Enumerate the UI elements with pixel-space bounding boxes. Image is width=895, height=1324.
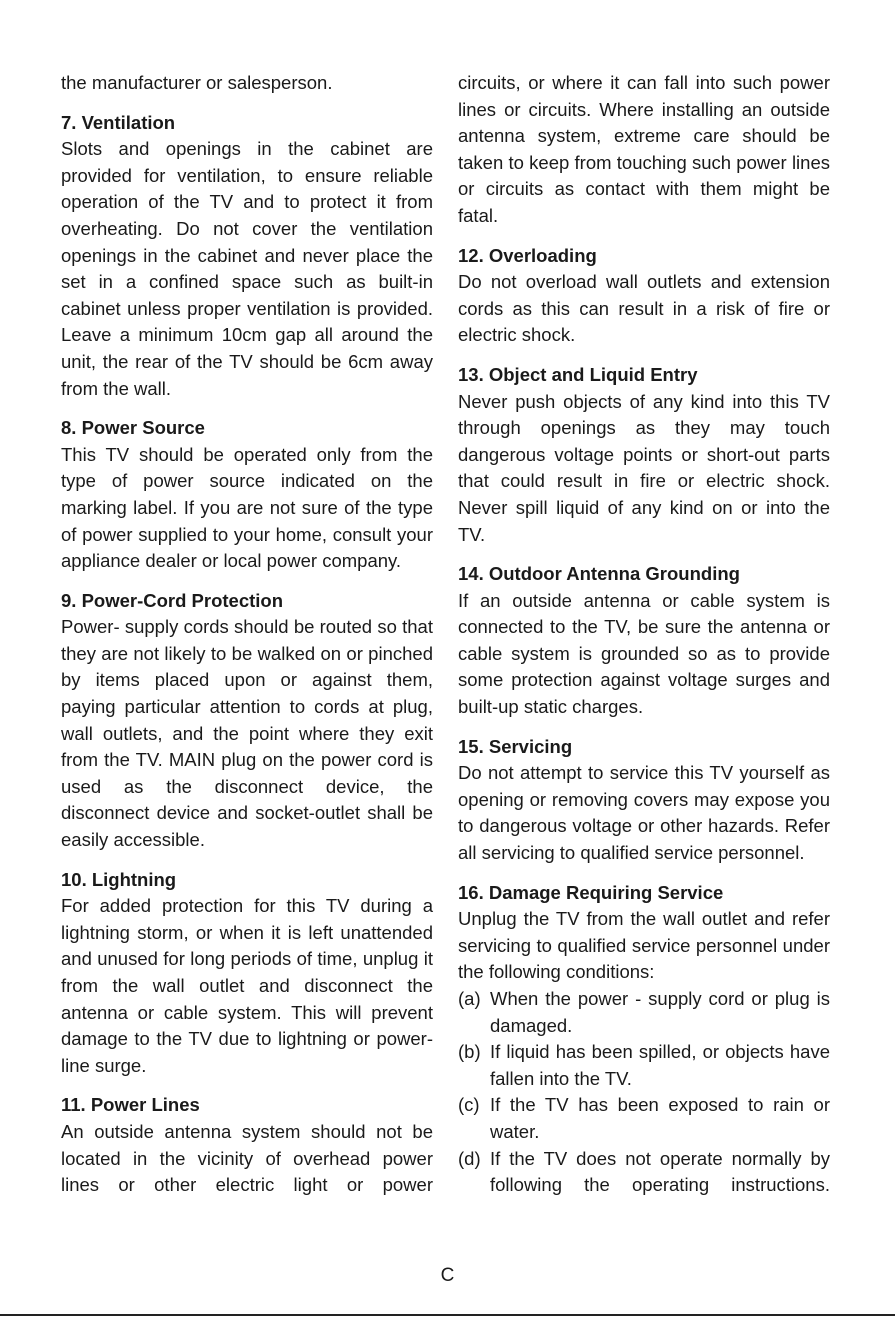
list-item [458,986,830,1039]
right-column [458,70,830,1199]
section-body-damage-requiring-service: Unplug the TV from the wall outlet and refer servicing to qualified service personnel under the following conditions: [458,908,830,983]
list-item-marker: (d) [458,1147,481,1169]
section-heading-power-lines: 11. Power Lines [61,1094,200,1116]
list-item [458,1039,830,1092]
bottom-rule [0,1314,895,1316]
section-heading-power-source: 8. Power Source [61,417,205,439]
section-body-power-lines: An outside antenna system should not be located in the vicinity of overhead power lines or other electric light or power [61,1120,433,1196]
section-body-ventilation: Slots and openings in the cabinet are provided for ventilation, to ensure reliable operation of the TV and to protect it from overheating. Do not cover the ventilation openings in the cabinet and never place the set in a confined space such as built-in cabinet unless proper ventilation is provided. Leave a minimum 10cm gap all around the unit, the rear of the TV should be 6cm away from the wall. [61,138,433,399]
list-item-text: If liquid has been spilled, or objects have fallen into the TV. [490,1041,830,1089]
page-number: C [440,1265,455,1286]
left-column [61,70,433,1199]
list-item-text: When the power - supply cord or plug is damaged. [490,988,830,1036]
section-body-power-cord-protection: Power- supply cords should be routed so that they are not likely to be walked on or pinched by items placed upon or against them, paying particular attention to cords at plug, wall outlets, and the point where they exit from the TV. MAIN plug on the power cord is used as the disconnect device, the disconnect device and socket-outlet shall be easily accessible. [61,616,433,851]
intro-text: the manufacturer or salesperson. [61,72,333,93]
section-heading-servicing: 15. Servicing [458,735,573,757]
section-heading-overloading: 12. Overloading [458,244,597,266]
section-heading-damage-requiring-service: 16. Damage Requiring Service [458,881,724,903]
section-body-lightning: For added protection for this TV during a lightning storm, or when it is left unattended and unused for long periods of time, unplug it from the wall outlet and disconnect the antenna or cable system. This will prevent damage to the TV due to lightning or power-line surge. [61,895,433,1076]
list-item-marker: (a) [458,988,481,1009]
section-heading-power-cord-protection: 9. Power-Cord Protection [61,589,284,611]
section-body-servicing: Do not attempt to service this TV yourself as opening or removing covers may expose you to dangerous voltage or other hazards. Refer all servicing to qualified service personnel. [458,762,830,864]
continuation-text: circuits, or where it can fall into such power lines or circuits. Where installing an outside antenna system, extreme care should be taken to keep from touching such power lines or circuits as contact with them might be fatal. [458,72,830,226]
section-heading-object-liquid-entry: 13. Object and Liquid Entry [458,363,698,385]
list-item-marker: (c) [458,1094,480,1116]
list-item-marker: (b) [458,1041,481,1063]
section-body-overloading: Do not overload wall outlets and extension cords as this can result in a risk of fire or electric shock. [458,271,830,346]
list-item-text: If the TV has been exposed to rain or water. [490,1094,830,1142]
section-heading-lightning: 10. Lightning [61,868,177,890]
list-item [458,1092,830,1145]
section-body-antenna-grounding: If an outside antenna or cable system is connected to the TV, be sure the antenna or cable system is grounded so as to provide some protection against voltage surges and built-up static charges. [458,589,830,718]
section-body-object-liquid-entry: Never push objects of any kind into this TV through openings as they may touch dangerous voltage points or short-out parts that could result in fire or electric shock. Never spill liquid of any kind on or into the TV. [458,390,830,545]
section-heading-antenna-grounding: 14. Outdoor Antenna Grounding [458,563,740,585]
list-item-text: If the TV does not operate normally by following the operating instructions. [490,1147,830,1196]
section-heading-ventilation: 7. Ventilation [61,111,176,133]
section-body-power-source: This TV should be operated only from the type of power source indicated on the marking label. If you are not sure of the type of power supplied to your home, consult your appliance dealer or local power company. [61,443,433,572]
list-item [458,1146,830,1199]
